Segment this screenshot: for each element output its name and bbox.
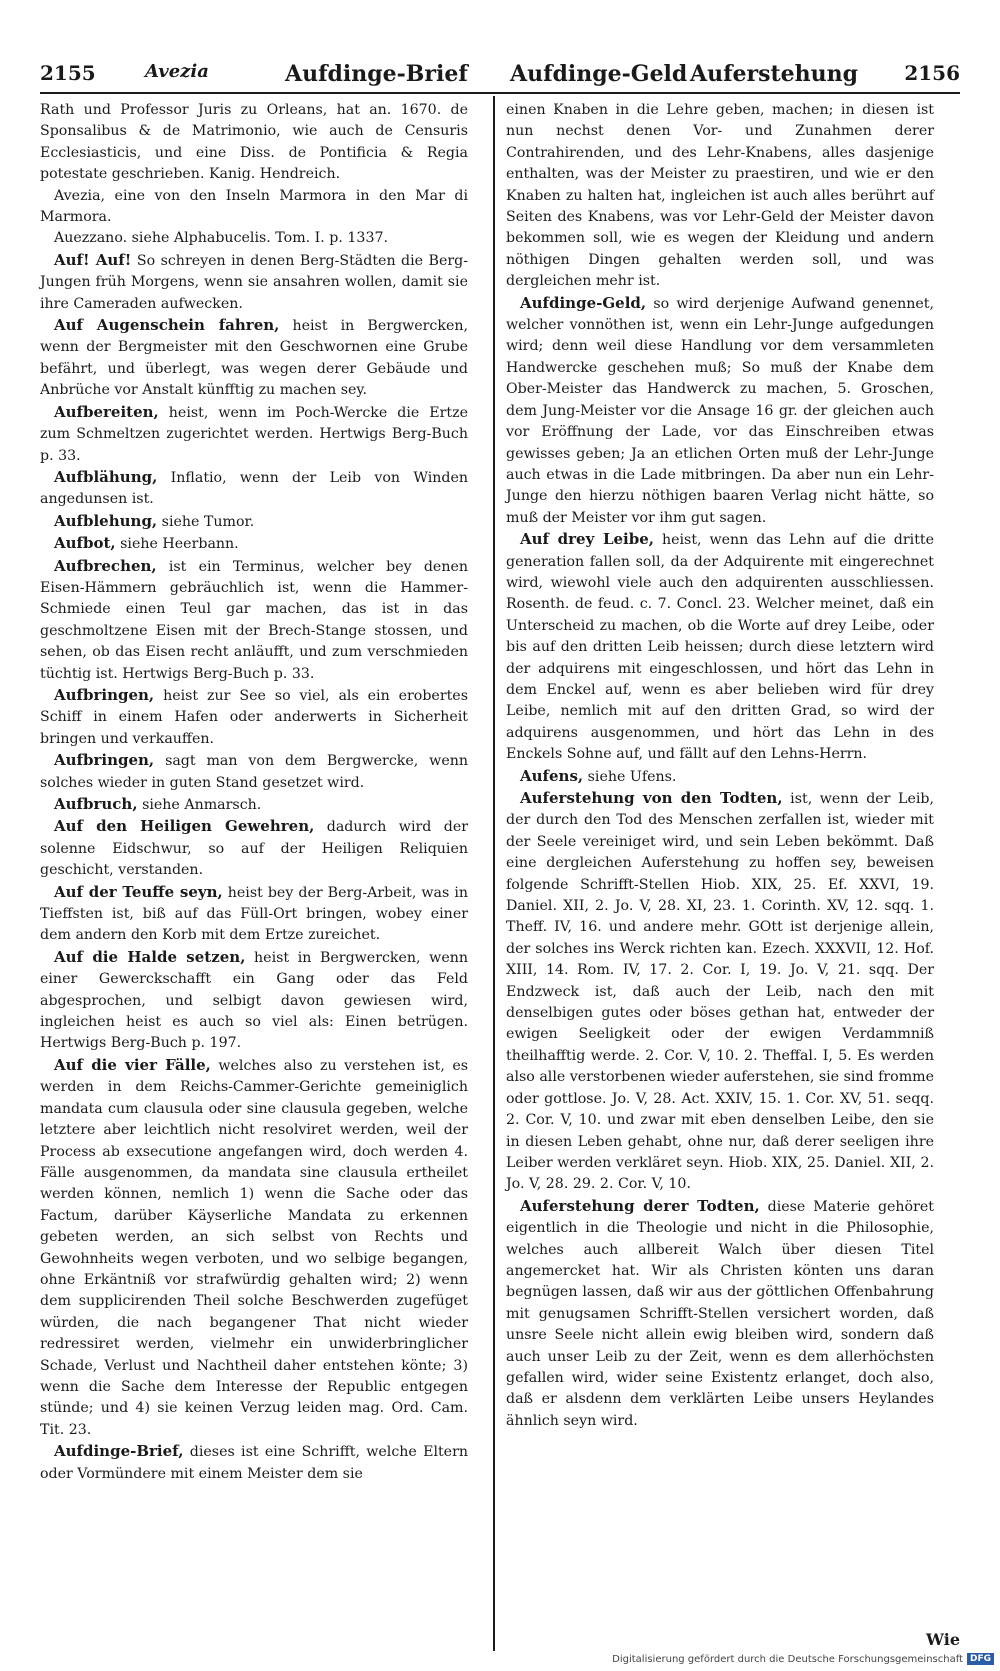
entry-headword: Auferstehung derer Todten,	[520, 1196, 760, 1215]
header-keyword-right-1: Aufdinge-Geld	[510, 61, 688, 87]
entry-text: So schreyen in denen Berg-Städten die Berg-Jungen früh Morgens, wenn sie ansahren wollen, damit sie ihre Cameraden aufwecken.	[40, 252, 469, 312]
digitization-footer	[612, 1653, 994, 1665]
dictionary-entry	[40, 1055, 468, 1441]
page-number-left: 2155	[40, 61, 96, 85]
header-rule	[40, 92, 960, 94]
entry-text: Inflatio, wenn der Leib von Winden angedunsen ist.	[40, 469, 468, 508]
dictionary-entry	[40, 882, 468, 947]
dictionary-entry	[40, 250, 468, 315]
entry-text: siehe Tumor.	[161, 513, 255, 530]
entry-headword: Aufbringen,	[54, 685, 155, 704]
entry-text: diese Materie gehöret eigentlich in die Theologie und nicht in die Philosophie, welches auch allbereit Walch über diesen Titel angemercket hat. Wir als Christen könten uns daran begnügen lassen, daß wir aus der göttlichen Offenbahrung mit genugsamen Schrifft-Stellen versichert worden, daß unsre Seele nicht allein ewig bleiben wird, sondern daß auch unser Leib zu der Zeit, wenn es dem allerhöchsten gefallen wird, wider seine Existentz erlanget, doch also, daß er alsdenn dem verklärten Leibe unsers Heylandes ähnlich seyn wird.	[506, 1198, 934, 1429]
page-number-right: 2156	[904, 61, 960, 85]
footer-text: Digitalisierung gefördert durch die Deutsche Forschungsgemeinschaft	[612, 1653, 963, 1665]
dictionary-entry	[40, 556, 468, 685]
entry-text: so wird derjenige Aufwand genennet, welcher vonnöthen ist, wenn ein Lehr-Junge aufgedungen wird; denn weil diese Handlung vor dem versammleten Handwercke geschehen muß; So muß der Knabe dem Ober-Meister das Handwerck zu machen, 5. Groschen, dem Jung-Meister vor die Ansage 16 gr. der gleichen auch vor Eröffnung der Lade, vor das Einschreiben etwas gewisses geben; Ja an etlichen Orten muß der Lehr-Junge auch etwas in die Lade mitbringen. Da aber nun ein Lehr-Junge den hierzu nöthigen baaren Verlag nicht hätte, so muß der Meister vor ihm gut sagen.	[506, 295, 935, 526]
entry-text: dadurch wird der solenne Eidschwur, so auf der Heiligen Reliquien geschicht, verstanden.	[40, 819, 469, 879]
dictionary-entry	[40, 315, 468, 402]
entry-headword: Auf den Heiligen Gewehren,	[54, 817, 315, 836]
entry-headword: Aufbruch,	[54, 795, 138, 813]
page-header	[40, 55, 960, 95]
dictionary-entry	[40, 1441, 468, 1485]
entry-headword: Auf Augenschein fahren,	[54, 316, 280, 335]
dictionary-entry	[40, 402, 468, 467]
entry-text: siehe Ufens.	[587, 768, 677, 785]
entry-headword: Aufbringen,	[54, 751, 155, 770]
entry-text: Auezzano. siehe Alphabucelis. Tom. I. p. 1337.	[54, 230, 389, 247]
entry-text: sagt man von dem Bergwercke, wenn solches wieder in guten Stand gesetzet wird.	[40, 753, 468, 791]
entry-headword: Aufbot,	[54, 534, 116, 553]
entry-headword: Aufblähung,	[54, 467, 158, 486]
entry-text: heist bey der Berg-Arbeit, was in Tieffsten ist, biß auf das Füll-Ort bringen, wobey einer dem andern den Korb mit dem Ertze zureichet.	[40, 884, 468, 944]
entry-headword: Aufens,	[520, 766, 584, 785]
entry-headword: Auf die Halde setzen,	[54, 947, 246, 966]
entry-text: heist in Bergwercken, wenn einer Gewerckschafft ein Gang oder das Feld abgesprochen, und selbigt davon gewiesen wird, ingleichen heist es auch so viel als: Einen betrügen. Hertwigs Berg-Buch p. 197.	[40, 949, 468, 1052]
header-keyword-right-2: Auferstehung	[690, 61, 859, 87]
entry-headword: Aufblehung,	[54, 511, 158, 530]
dictionary-entry	[506, 293, 934, 529]
dictionary-entry	[40, 794, 468, 816]
entry-text: einen Knaben in die Lehre geben, machen; in diesen ist nun nechst denen Vor- und Zunahmen derer Contrahirenden, und des Lehr-Knabens, alles dasjenige enthalten, was der Meister zu praestiren, und wie er den Knaben zu halten hat, ingleichen ist auch alles berührt auf Seiten des Knabens, was vor Lehr-Geld der Meister davon bekommen soll, wie es wegen der Kleidung und andern nöthigen Dingen gehalten werden soll, und was dergleichen mehr ist.	[506, 102, 934, 290]
entry-headword: Auf der Teuffe seyn,	[54, 882, 223, 901]
dictionary-entry	[40, 685, 468, 750]
header-keyword-left: Aufdinge-Brief	[285, 61, 468, 87]
entry-text: heist zur See so viel, als ein erobertes Schiff in einem Hafen oder anderwerts in Sicherheit bringen und verkauffen.	[40, 687, 468, 747]
entry-text: ist ein Terminus, welcher bey denen Eisen-Hämmern gebräuchlich ist, wenn die Hammer-Schmiede einen Teul gar machen, das ist in das geschmoltzene Eisen mit der Brech-Stange stossen, und sehen, ob das Eisen recht anläufft, und zum verschmieden tüchtig ist. Hertwigs Berg-Buch p. 33.	[40, 558, 468, 682]
entry-text: heist, wenn im Poch-Wercke die Ertze zum Schmeltzen zugerichtet werden. Hertwigs Berg-Buch p. 33.	[40, 404, 468, 464]
entry-headword: Auf die vier Fälle,	[54, 1055, 211, 1074]
dictionary-entry	[40, 533, 468, 555]
dictionary-entry	[40, 467, 468, 511]
dictionary-entry	[506, 1196, 934, 1432]
entry-text: welches also zu verstehen ist, es werden in dem Reichs-Cammer-Gerichte gemeiniglich mandata cum clausula oder sine clausula gegeben, welche letztere aber leichtlich nicht resolviret werden, weil der Process ab exsecutione angefangen wird, doch werden 4. Fälle ausgenommen, da mandata sine clausula ertheilet werden können, nemlich 1) wenn die Sache oder das Factum, darüber Käyserliche Mandata zu erkennen gebeten werden, an sich selbst von Rechts und Gewohnheits wegen verboten, und wo selbige begangen, ohne Erkäntniß vor strafwürdig gehalten wird; 2) wenn dem supplicirenden Theil solche Beschwerden zugefüget würden, die nach begangener That nicht wieder redressiret werden, vielmehr ein unwiderbringlicher Schade, Verlust und Nachtheil daher entstehen könte; 3) wenn die Sache dem Interesse der Republic entgegen stünde; und 4) sie keinen Verzug leiden mag. Ord. Cam. Tit. 23.	[40, 1057, 468, 1438]
entry-text: siehe Heerbann.	[120, 536, 239, 553]
entry-text: ist, wenn der Leib, der durch den Tod des Menschen zerfallen ist, wieder mit der Seele vereiniget wird, und sein Leben bekömmt. Daß eine dergleichen Auferstehung zu hoffen sey, beweisen folgende Schrifft-Stellen Hiob. XIX, 25. Ef. XXVI, 19. Daniel. XII, 2. Jo. V, 28. XI, 23. 1. Corinth. XV, 12. sqq. 1. Theff. IV, 16. und andere mehr. GOtt ist derjenige allein, der solches ins Werck richten kan. Ezech. XXXVII, 12. Hof. XIII, 14. Rom. IV, 17. 2. Cor. I, 19. Jo. V, 21. sqq. Der Endzweck ist, daß auch der Leib, nach den mit denselbigen gutes oder böses gethan hat, entweder der ewigen Seeligkeit oder der ewigen Verdammniß theilhafftig werde. 2. Cor. V, 10. 2. Theffal. I, 5. Es werden also alle verstorbenen wieder auferstehen, sie sind fromme oder gottlose. Jo. V, 28. Act. XXIV, 15. 1. Cor. XV, 51. seqq. 2. Cor. V, 10. und zwar mit eben denselben Leibe, den sie in diesen Leben gehabt, ohne nur, daß derer seeligen ihre Leiber werden verkläret seyn. Hiob. XIX, 25. Daniel. XII, 2. Jo. V, 28. 29. 2. Cor. V, 10.	[506, 791, 935, 1193]
catchword-bottom: Wie	[926, 1630, 960, 1649]
header-catchword-left: Avezia	[145, 61, 209, 82]
left-column	[40, 100, 468, 1485]
dictionary-entry	[40, 750, 468, 794]
dictionary-entry	[40, 816, 468, 881]
entry-text: Rath und Professor Juris zu Orleans, hat an. 1670. de Sponsalibus & de Matrimonio, wie auch de Censuris Ecclesiasticis, und eine Diss. de Pontificia & Regia potestate geschrieben. Kanig. Hendreich.	[40, 102, 468, 183]
entry-headword: Aufdinge-Brief,	[54, 1442, 184, 1461]
column-divider	[493, 96, 495, 1651]
dictionary-entry	[40, 100, 468, 186]
dictionary-entry	[40, 511, 468, 533]
entry-text: Avezia, eine von den Inseln Marmora in den Mar di Marmora.	[40, 187, 468, 226]
entry-headword: Auf drey Leibe,	[520, 530, 655, 549]
dictionary-entry	[40, 186, 468, 229]
entry-headword: Aufdinge-Geld,	[520, 293, 647, 312]
entry-headword: Auf! Auf!	[54, 250, 132, 269]
dictionary-entry	[40, 947, 468, 1055]
dictionary-entry	[506, 788, 934, 1196]
entry-headword: Aufbrechen,	[54, 556, 157, 575]
dictionary-entry	[506, 100, 934, 293]
dfg-logo-icon: DFG	[967, 1653, 994, 1665]
dictionary-entry	[506, 529, 934, 765]
dictionary-entry	[40, 228, 468, 249]
entry-text: heist, wenn das Lehn auf die dritte generation fallen soll, da der Adquirente mit eingerechnet wird, wiewohl viele auch den adquirenten ausschliessen. Rosenth. de feud. c. 7. Concl. 23. Welcher meinet, daß ein Unterscheid zu machen, ob die Worte auf drey Leibe, oder bis auf den dritten Leib heissen; durch diese letztern wird der adquirens mit eingeschlossen, und hört das Lehn in dem Enckel auf, wenn es aber belieben wird für drey Leibe, nemlich mit auf den dritten Grad, so wird der adquirens ausgenommen, und hört das Lehn in des Enckels Sohne auf, und fällt auf den Lehns-Herrn.	[506, 532, 934, 763]
entry-text: heist in Bergwercken, wenn der Bergmeister mit den Geschwornen eine Grube befährt, und überlegt, was wegen derer Gebäude und Anbrüche vor Anstalt künfftig zu machen sey.	[40, 318, 468, 399]
entry-headword: Auferstehung von den Todten,	[520, 789, 783, 807]
entry-headword: Aufbereiten,	[54, 402, 159, 421]
right-column	[506, 100, 934, 1432]
entry-text: siehe Anmarsch.	[142, 797, 262, 813]
dictionary-entry	[506, 766, 934, 788]
entry-text: dieses ist eine Schrifft, welche Eltern oder Vormündere mit einem Meister dem sie	[40, 1444, 469, 1482]
